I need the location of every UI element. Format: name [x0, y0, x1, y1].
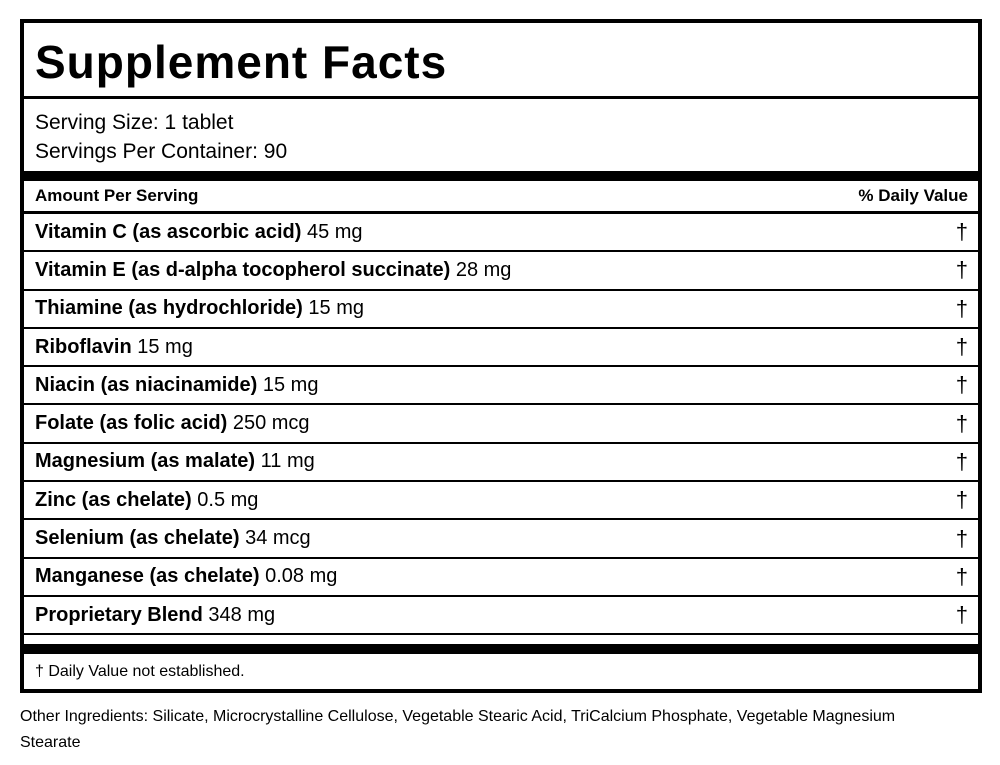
nutrient-amount: 28 mg [455, 258, 512, 281]
thick-divider [24, 171, 978, 181]
nutrient-name: Folate (as folic acid) [35, 412, 228, 435]
daily-value-header: % Daily Value [858, 186, 968, 205]
nutrient-name: Vitamin C (as ascorbic acid) [35, 220, 302, 243]
amount-per-serving-header: Amount Per Serving [35, 186, 199, 205]
serving-info [24, 99, 978, 171]
nutrient-name: Proprietary Blend [35, 603, 203, 626]
daily-value-dagger: † [955, 410, 968, 436]
nutrient-name: Riboflavin [35, 335, 132, 358]
daily-value-dagger: † [955, 448, 968, 474]
nutrient-row [24, 559, 978, 597]
nutrient-row [24, 367, 978, 405]
daily-value-dagger: † [955, 525, 968, 551]
title-section [24, 23, 978, 99]
nutrient-amount: 15 mg [308, 297, 364, 320]
daily-value-dagger: † [955, 219, 968, 245]
daily-value-dagger: † [955, 372, 968, 398]
nutrient-name: Vitamin E (as d-alpha tocopherol succinate) [35, 258, 451, 281]
nutrient-row [24, 444, 978, 482]
nutrient-row [24, 214, 978, 252]
nutrient-name: Selenium (as chelate) [35, 527, 240, 550]
serving-size: Serving Size: 1 tablet [35, 111, 234, 134]
nutrient-name: Manganese (as chelate) [35, 565, 260, 588]
nutrient-amount: 34 mcg [245, 527, 311, 550]
column-header-row [24, 181, 978, 214]
nutrient-name: Zinc (as chelate) [35, 488, 192, 511]
nutrient-row [24, 291, 978, 329]
daily-value-dagger: † [955, 602, 968, 628]
daily-value-dagger: † [955, 334, 968, 360]
nutrient-amount: 0.5 mg [197, 488, 259, 511]
footnote: † Daily Value not established. [35, 663, 245, 681]
panel-title: Supplement Facts [35, 35, 448, 88]
nutrient-name: Niacin (as niacinamide) [35, 373, 258, 396]
servings-per-container: Servings Per Container: 90 [35, 140, 288, 163]
nutrient-amount: 0.08 mg [265, 565, 338, 588]
nutrient-amount: 250 mcg [232, 412, 310, 435]
nutrient-name: Thiamine (as hydrochloride) [35, 297, 303, 320]
supplement-facts-panel [20, 19, 982, 693]
nutrient-amount: 15 mg [262, 373, 319, 396]
nutrient-row [24, 482, 978, 520]
nutrient-list [24, 214, 978, 635]
other-ingredients: Other Ingredients: Silicate, Microcrystalline Cellulose, Vegetable Stearic Acid, TriCalcium Phosphate, Vegetable Magnesium Stearate [20, 708, 896, 751]
nutrient-name: Magnesium (as malate) [35, 450, 256, 473]
nutrient-row [24, 405, 978, 443]
nutrient-amount: 348 mg [208, 603, 276, 626]
daily-value-dagger: † [955, 487, 968, 513]
blank-spacer-row [24, 635, 978, 644]
nutrient-row [24, 597, 978, 635]
nutrient-row [24, 520, 978, 558]
daily-value-dagger: † [955, 563, 968, 589]
nutrient-amount: 45 mg [306, 220, 363, 243]
thick-divider-bottom [24, 644, 978, 654]
nutrient-amount: 11 mg [260, 450, 315, 473]
nutrient-row [24, 329, 978, 367]
daily-value-dagger: † [955, 295, 968, 321]
nutrient-row [24, 252, 978, 290]
nutrient-amount: 15 mg [137, 335, 193, 358]
daily-value-dagger: † [955, 257, 968, 283]
